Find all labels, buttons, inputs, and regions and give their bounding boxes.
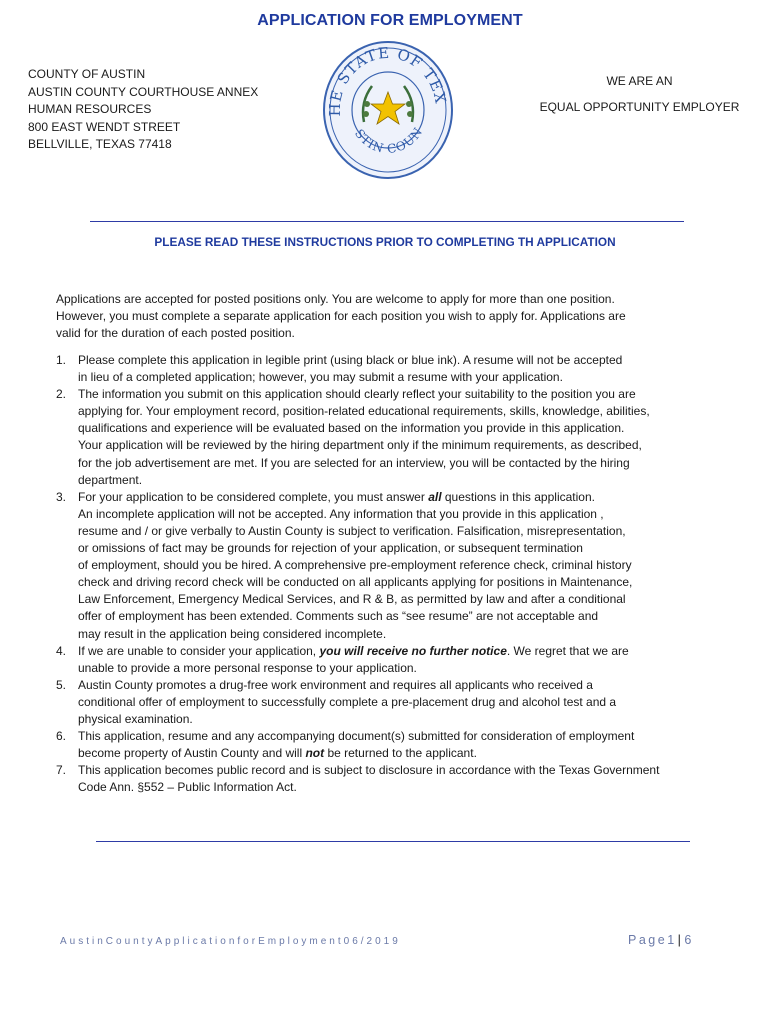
top-divider [90,221,684,222]
item-line: This application becomes public record and is subject to disclosure in accordance with the Texas Government [78,763,660,778]
item-number: 7. [56,763,67,778]
item-line: Austin County promotes a drug-free work environment and requires all applicants who received a [78,677,593,692]
list-item [56,386,756,489]
item-line [78,643,756,660]
page-indicator [628,933,691,947]
emphasis-text: all [428,489,442,504]
item-line: applying for. Your employment record, position-related educational requirements, skills, knowledge, abilities, [78,404,650,419]
item-line: for the job advertisement are met. If you are selected for an interview, you will be contacted by the hiring [78,455,630,470]
page-total: 6 [684,933,692,947]
item-text: . We regret that we are [506,643,629,658]
item-line: check and driving record check will be conducted on all applicants applying for positions in Maintenance, [78,575,633,590]
item-text: questions in this application. [441,489,595,504]
page-label: Page [628,933,668,947]
item-line: of employment, should you be hired. A comprehensive pre-employment reference check, criminal history [78,558,632,573]
item-number: 5. [56,677,67,692]
bottom-divider [96,841,690,842]
seal-top-text: HE STATE OF TEX [325,43,450,117]
eoe-line-2: EQUAL OPPORTUNITY EMPLOYER [539,100,740,114]
item-line: The information you submit on this application should clearly reflect your suitability to the position you are [78,387,636,402]
intro-line: Applications are accepted for posted positions only. You are welcome to apply for more than one position. [56,292,615,306]
item-line: conditional offer of employment to successfully complete a pre-placement drug and alcohol test and a [78,694,617,709]
item-number: 3. [56,489,67,504]
item-line: This application, resume and any accompanying document(s) submitted for consideration of employment [78,729,635,744]
item-line: department. [78,472,143,487]
eoe-line-1: WE ARE AN [606,74,673,88]
page-number: 1 [667,933,675,947]
list-item [56,762,756,796]
address-line: AUSTIN COUNTY COURTHOUSE ANNEX [28,84,259,99]
county-seal-icon [322,40,454,180]
address-line: BELLVILLE, TEXAS 77418 [28,137,172,151]
item-line: or omissions of fact may be grounds for rejection of your application, or subsequent termination [78,541,583,556]
item-line: qualifications and experience will be evaluated based on the information you provide in this application. [78,421,625,436]
item-line [78,745,756,762]
county-seal [322,40,454,180]
page-separator: | [677,933,681,947]
intro-line: However, you must complete a separate application for each position you wish to apply for. Applications are [56,309,626,324]
item-text: be returned to the applicant. [324,746,477,761]
item-text: If we are unable to consider your application, [78,643,320,658]
instructions-list [56,352,756,796]
item-line: An incomplete application will not be accepted. Any information that you provide in this application , [78,506,604,521]
equal-opportunity-statement [532,74,747,114]
emphasis-text: you will receive no further notice [319,643,507,658]
seal-bottom-text: STIN COUN [351,124,426,157]
item-line: resume and / or give verbally to Austin County is subject to verification. Falsification, misrepresentation, [78,523,626,538]
list-item [56,677,756,728]
item-line: physical examination. [78,711,193,726]
item-line: unable to provide a more personal response to your application. [78,660,417,675]
item-number: 1. [56,353,67,367]
list-item [56,489,756,643]
item-line: offer of employment has been extended. Comments such as “see resume” are not acceptable and [78,609,599,624]
item-line: may result in the application being considered incomplete. [78,626,387,641]
item-text: become property of Austin County and will [78,746,306,761]
intro-line: valid for the duration of each posted position. [56,326,295,341]
item-line: Your application will be reviewed by the hiring department only if the minimum requirements, as described, [78,438,642,453]
intro-paragraph [56,291,732,343]
employer-address [28,66,258,154]
list-item [56,643,756,677]
item-line: Code Ann. §552 – Public Information Act. [78,780,297,795]
item-line [78,489,756,506]
item-number: 4. [56,643,67,658]
footer-document-id: AustinCountyApplicationforEmployment06/2019 [60,936,401,947]
address-line: HUMAN RESOURCES [28,102,152,116]
item-line: in lieu of a completed application; however, you may submit a resume with your application. [78,370,563,385]
list-item [56,728,756,762]
instructions-heading: PLEASE READ THESE INSTRUCTIONS PRIOR TO COMPLETING TH APPLICATION [154,235,616,249]
item-line: Law Enforcement, Emergency Medical Services, and R & B, as permitted by law and after a conditional [78,592,626,607]
page-title: APPLICATION FOR EMPLOYMENT [257,12,523,29]
address-line: COUNTY OF AUSTIN [28,67,146,81]
emphasis-text: not [305,746,325,761]
address-line: 800 EAST WENDT STREET [28,119,181,134]
item-number: 6. [56,729,67,744]
item-number: 2. [56,387,67,402]
item-line: Please complete this application in legible print (using black or blue ink). A resume will not be accepted [78,353,623,367]
item-text: For your application to be considered complete, you must answer [78,489,429,504]
list-item [56,352,756,386]
